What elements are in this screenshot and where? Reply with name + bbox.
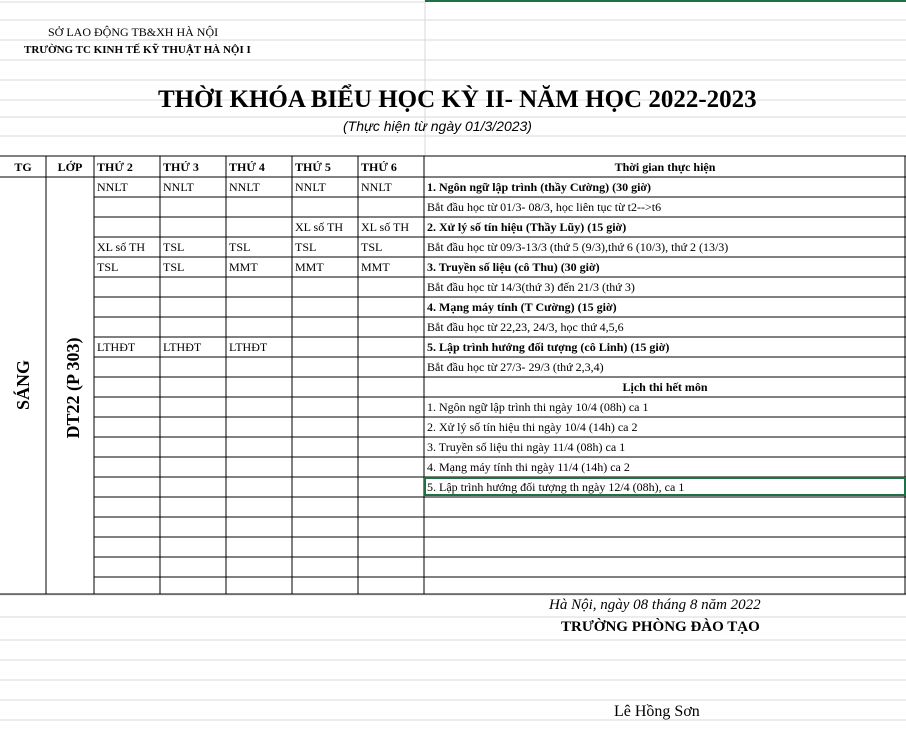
class-label: DT22 (P 303)	[63, 337, 83, 439]
day-cell-thu5[interactable]: NNLT	[295, 180, 326, 194]
day-cell-thu6[interactable]: XL số TH	[361, 220, 409, 234]
footer-signer: Lê Hồng Sơn	[614, 703, 700, 720]
schedule-info-cell[interactable]: 4. Mạng máy tính (T Cường) (15 giờ)	[427, 300, 617, 314]
day-cell-thu4[interactable]: LTHĐT	[229, 340, 268, 354]
day-cell-thu6[interactable]: TSL	[361, 240, 383, 254]
page-title: THỜI KHÓA BIỂU HỌC KỲ II- NĂM HỌC 2022-2023	[158, 86, 757, 113]
day-cell-thu2[interactable]: NNLT	[97, 180, 128, 194]
day-cell-thu3[interactable]: TSL	[163, 240, 185, 254]
day-cell-thu3[interactable]: TSL	[163, 260, 185, 274]
selected-cell[interactable]	[424, 477, 906, 496]
day-cell-thu4[interactable]: NNLT	[229, 180, 260, 194]
day-cell-thu3[interactable]: NNLT	[163, 180, 194, 194]
day-cell-thu5[interactable]: XL số TH	[295, 220, 343, 234]
schedule-info-cell[interactable]: 2. Xử lý số tín hiệu (Thầy Lũy) (15 giờ)	[427, 220, 627, 234]
col-header-thu4: THỨ 4	[229, 160, 265, 174]
day-cell-thu2[interactable]: LTHĐT	[97, 340, 136, 354]
col-header-thu2: THỨ 2	[97, 160, 133, 174]
day-cell-thu6[interactable]: MMT	[361, 260, 390, 274]
day-cell-thu4[interactable]: TSL	[229, 240, 251, 254]
footer-date: Hà Nội, ngày 08 tháng 8 năm 2022	[549, 597, 761, 613]
org-line-1: SỞ LAO ĐỘNG TB&XH HÀ NỘI	[48, 25, 219, 39]
day-cell-thu2[interactable]: TSL	[97, 260, 119, 274]
footer-department: TRƯỜNG PHÒNG ĐÀO TẠO	[561, 619, 760, 635]
day-cell-thu2[interactable]: XL số TH	[97, 240, 145, 254]
day-cell-thu5[interactable]: TSL	[295, 240, 317, 254]
schedule-info-cell[interactable]: Bắt đầu học từ 27/3- 29/3 (thứ 2,3,4)	[427, 360, 604, 374]
col-header-tg: TG	[14, 160, 32, 174]
schedule-info-cell[interactable]: Bắt đầu học từ 14/3(thứ 3) đến 21/3 (thứ 3)	[427, 280, 635, 294]
schedule-info-cell[interactable]: 1. Ngôn ngữ lập trình (thầy Cường) (30 giờ)	[427, 180, 652, 194]
schedule-info-cell[interactable]: 2. Xử lý số tín hiệu thi ngày 10/4 (14h) ca 2	[427, 420, 638, 434]
schedule-info-cell[interactable]: 4. Mạng máy tính thi ngày 11/4 (14h) ca 2	[427, 460, 630, 474]
schedule-info-cell[interactable]: 5. Lập trình hướng đối tượng (cô Linh) (15 giờ)	[427, 340, 670, 354]
col-header-thu6: THỨ 6	[361, 160, 397, 174]
col-header-thoi-gian: Thời gian thực hiện	[614, 160, 716, 174]
day-cell-thu5[interactable]: MMT	[295, 260, 324, 274]
schedule-info-cell[interactable]: Bắt đầu học từ 09/3-13/3 (thứ 5 (9/3),thứ 6 (10/3), thứ 2 (13/3)	[427, 240, 729, 254]
schedule-info-cell[interactable]: 3. Truyền số liệu (cô Thu) (30 giờ)	[427, 260, 600, 274]
page-subtitle: (Thực hiện từ ngày 01/3/2023)	[343, 118, 532, 134]
day-cell-thu6[interactable]: NNLT	[361, 180, 392, 194]
schedule-info-cell[interactable]: 1. Ngôn ngữ lập trình thi ngày 10/4 (08h) ca 1	[427, 400, 649, 414]
col-header-thu5: THỨ 5	[295, 160, 331, 174]
col-header-lop: LỚP	[57, 160, 83, 174]
schedule-info-cell[interactable]: 5. Lập trình hướng đối tượng th ngày 12/4 (08h), ca 1	[427, 480, 685, 494]
org-line-2: TRƯỜNG TC KINH TẾ KỸ THUẬT HÀ NỘI I	[24, 44, 251, 56]
day-cell-thu3[interactable]: LTHĐT	[163, 340, 202, 354]
day-cell-thu4[interactable]: MMT	[229, 260, 258, 274]
col-header-thu3: THỨ 3	[163, 160, 199, 174]
session-label: SÁNG	[13, 360, 33, 411]
schedule-info-cell[interactable]: Bắt đầu học từ 01/3- 08/3, học liên tục từ t2-->t6	[427, 200, 662, 214]
schedule-info-cell[interactable]: Lịch thi hết môn	[622, 380, 708, 394]
schedule-info-cell[interactable]: 3. Truyền số liệu thi ngày 11/4 (08h) ca 1	[427, 440, 626, 454]
schedule-info-cell[interactable]: Bắt đầu học từ 22,23, 24/3, học thứ 4,5,6	[427, 320, 624, 334]
